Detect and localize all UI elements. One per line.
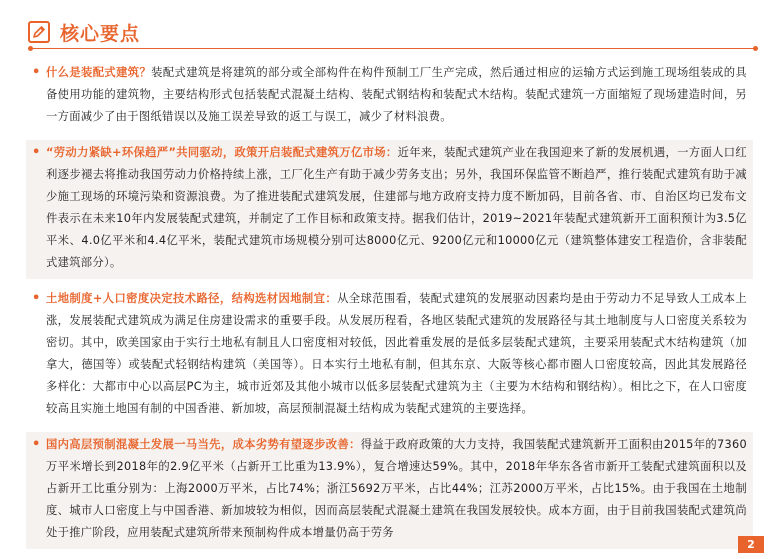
key-point-paragraph: [46, 434, 747, 544]
key-point-item: [26, 432, 753, 549]
key-point-text: 近年来，装配式建筑产业在我国迎来了新的发展机遇，一方面人口红利逐步褪去将推动我国劳动力价格持续上涨，工厂化生产有助于减少劳务支出；另外，我国环保监管不断趋严，推行装配式建筑有助于减少施工现场的环境污染和资源浪费。为了推进装配式建筑发展，住建部与地方政府支持力度不断加码，目前各省、市、自治区均已发布文件表示在未来10年内发展装配式建筑，并制定了工作目标和政策支持。据我们估计，2019~2021年装配式建筑新开工面积预计为3.5亿平米、4.0亿平米和4.4亿平米，装配式建筑市场规模分别可达8000亿元、9200亿元和10000亿元（建筑整体建安工程造价，含非装配式建筑部分）。: [46, 146, 747, 269]
bullet-marker: •: [32, 145, 41, 160]
key-point-text: 装配式建筑是将建筑的部分或全部构件在构件预制工厂生产完成，然后通过相应的运输方式运到施工现场组装成的具备使用功能的建筑物，主要结构形式包括装配式混凝土结构、装配式钢结构和装配式木结构。装配式建筑一方面缩短了现场建造时间，另一方面减少了由于图纸错误以及施工误差导致的返工与误工，减少了材料浪费。: [46, 66, 748, 123]
key-points-list: [26, 60, 753, 556]
bullet-marker: •: [32, 437, 41, 452]
key-point-item: [26, 286, 753, 425]
bullet-marker: •: [32, 65, 41, 80]
key-point-item: [26, 60, 753, 133]
edit-pencil-icon: [28, 21, 50, 43]
key-point-heading: 什么是装配式建筑？: [46, 66, 152, 79]
slide-header: [28, 18, 140, 46]
key-point-text: 得益于政府政策的大力支持，我国装配式建筑新开工面积由2015年的7360万平米增长到2018年的2.9亿平米（占新开工比重为13.9%），复合增速达59%。其中，2018年华东各省市新开工装配式建筑面积以及占新开工比重分别为：上海2000万平米，占比74%；浙江5692万平米，占比44%；江苏2000万平米，占比15%。由于我国在土地制度、城市人口密度上与中国香港、新加坡较为相似，因而高层装配式混凝土建筑在我国发展较快。成本方面，由于目前我国装配式建筑尚处于推广阶段，应用装配式建筑所带来预制构件成本增量仍高于劳务: [46, 438, 747, 539]
key-point-heading: 国内高层预制混凝土发展一马当先，成本劣势有望逐步改善：: [46, 438, 361, 451]
key-point-paragraph: [46, 142, 747, 274]
key-point-paragraph: [46, 62, 747, 128]
key-point-item: [26, 140, 753, 279]
key-point-heading: “劳动力紧缺+环保趋严”共同驱动，政策开启装配式建筑万亿市场：: [46, 146, 398, 159]
key-point-text: 从全球范围看，装配式建筑的发展驱动因素均是由于劳动力不足导致人工成本上涨，发展装配式建筑成为满足住房建设需求的重要手段。从发展历程看，各地区装配式建筑的发展路径与其土地制度与人口密度关系较为密切。其中，欧美国家由于实行土地私有制且人口密度相对较低，因此着重发展的是低多层装配式建筑，主要采用装配式木结构建筑（加拿大，德国等）或装配式轻钢结构建筑（美国等）。日本实行土地私有制，但其东京、大阪等核心都市圈人口密度较高，因此其发展路径多样化：大都市中心以高层PC为主，城市近郊及其他小城市以低多层装配式建筑为主（主要为木结构和钢结构）。相比之下，在人口密度较高且实施土地国有制的中国香港、新加坡，高层预制混凝土结构成为装配式建筑的主要选择。: [46, 292, 747, 415]
key-point-heading: 土地制度+人口密度决定技术路径，结构选材因地制宜：: [46, 292, 338, 305]
title-divider: [28, 48, 758, 49]
page-title: 核心要点: [60, 22, 141, 45]
key-point-paragraph: [46, 288, 747, 420]
page-number: 2: [738, 536, 764, 553]
bullet-marker: •: [32, 291, 41, 306]
